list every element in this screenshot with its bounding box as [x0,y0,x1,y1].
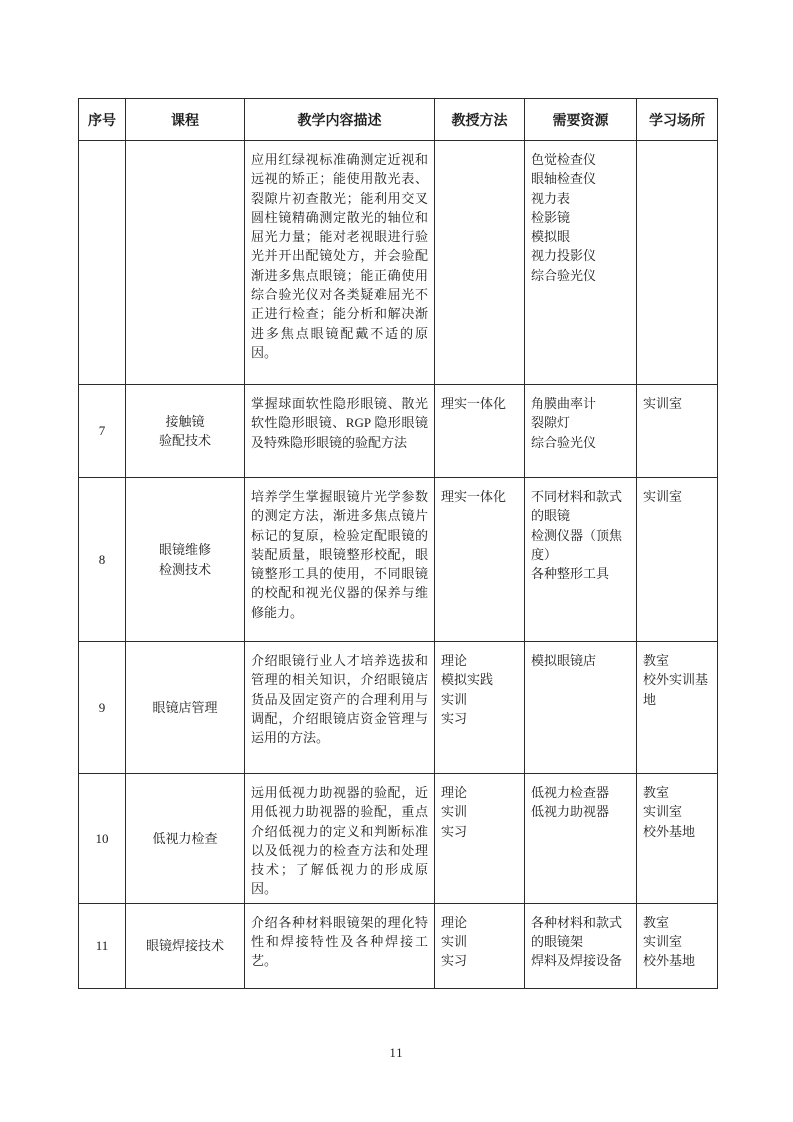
cell-methods [435,903,525,988]
header-cell: 课程 [126,99,245,141]
cell-methods [435,478,525,642]
cell-seq-number: 7 [79,385,126,478]
cell-line: 角膜曲率计 [531,396,597,411]
cell-line: 不同材料和款式的眼镜 [531,489,623,524]
cell-line: 综合验光仪 [531,267,597,283]
cell-line: 理论 [441,653,468,668]
cell-line: 低视力检查器 [531,785,610,800]
table-row [79,903,718,988]
cell-description: 掌握球面软性隐形眼镜、散光软性隐形眼镜、RGP 隐形眼镜及特殊隐形眼镜的验配方法 [245,385,435,478]
cell-seq-number: 8 [79,478,126,642]
cell-places [637,478,718,642]
table-row [79,774,718,904]
cell-line: 理实一体化 [441,489,507,504]
header-cell: 教学内容描述 [245,99,435,141]
cell-line: 模拟眼 [531,229,571,245]
cell-line: 检影镜 [531,209,571,225]
cell-line: 校外基地 [643,823,696,839]
header-cell: 需要资源 [525,99,637,141]
cell-resources [525,642,637,774]
cell-description: 介绍各种材料眼镜架的理化特性和焊接特性及各种焊接工艺。 [245,903,435,988]
cell-methods [435,642,525,774]
course-table [78,98,718,989]
cell-line: 实训室 [643,396,683,411]
cell-line: 验配技术 [158,433,211,448]
cell-line: 视力表 [531,190,571,206]
cell-course-name [126,774,245,904]
cell-seq-number [79,141,126,385]
cell-course-name [126,903,245,988]
cell-line: 实习 [441,710,468,726]
table-row [79,141,718,385]
table-row [79,478,718,642]
cell-seq-number: 9 [79,642,126,774]
cell-places [637,903,718,988]
cell-seq-number: 11 [79,903,126,988]
table-row [79,385,718,478]
cell-line: 实训室 [643,804,683,820]
cell-line: 教室 [643,653,670,668]
cell-course-name [126,385,245,478]
cell-line: 理论 [441,914,468,930]
cell-line: 实训 [441,804,468,820]
header-cell: 序号 [79,99,126,141]
cell-resources [525,141,637,385]
cell-line: 眼轴检查仪 [531,171,597,187]
cell-line: 低视力助视器 [531,804,610,820]
cell-course-name [126,478,245,642]
cell-places [637,642,718,774]
cell-line: 实训 [441,934,468,950]
header-cell: 教授方法 [435,99,525,141]
cell-description: 介绍眼镜行业人才培养选拔和管理的相关知识，介绍眼镜店货品及固定资产的合理利用与调配，介绍眼镜店资金管理与运用的方法。 [245,642,435,774]
cell-line: 各种材料和款式的眼镜架 [531,914,623,950]
cell-line: 焊料及焊接设备 [531,953,623,969]
cell-line: 色觉检查仪 [531,152,597,167]
cell-line: 模拟实践 [441,672,494,688]
cell-places [637,141,718,385]
cell-methods [435,141,525,385]
table-row [79,642,718,774]
cell-resources [525,385,637,478]
cell-resources [525,478,637,642]
table-header-row [79,99,718,141]
cell-line: 检测技术 [158,561,211,577]
cell-line: 教室 [643,914,670,930]
cell-resources [525,774,637,904]
cell-line: 眼镜店管理 [152,699,218,715]
cell-description: 远用低视力助视器的验配，近用低视力助视器的验配，重点介绍低视力的定义和判断标准以及低视力的检查方法和处理技术；了解低视力的形成原因。 [245,774,435,904]
table-body [79,141,718,989]
cell-resources [525,903,637,988]
cell-line: 眼镜焊接技术 [145,938,224,954]
cell-places [637,385,718,478]
cell-line: 视力投影仪 [531,248,597,264]
page-number: 11 [389,1046,404,1060]
cell-course-name [126,642,245,774]
cell-line: 检测仪器（顶焦度） [531,527,623,562]
cell-description: 培养学生掌握眼镜片光学参数的测定方法，渐进多焦点镜片标记的复原，检验定配眼镜的装配质量，眼镜整形校配，眼镜整形工具的使用，不同眼镜的校配和视光仪器的保养与维修能力。 [245,478,435,642]
cell-course-name [126,141,245,385]
cell-description: 应用红绿视标准确测定近视和远视的矫正；能使用散光表、裂隙片初查散光；能利用交叉圆柱镜精确测定散光的轴位和屈光力量；能对老视眼进行验光并开出配镜处方，并会验配渐进多焦点眼镜；能正确使用综合验光仪对各类疑难屈光不正进行检查；能分析和解决渐进多焦点眼镜配戴不适的原因。 [245,141,435,385]
cell-line: 各种整形工具 [531,566,610,582]
cell-line: 校外基地 [643,953,696,969]
cell-line: 实训室 [643,489,683,504]
cell-line: 实训 [441,691,468,707]
cell-line: 校外实训基地 [643,672,709,707]
cell-line: 综合验光仪 [531,434,597,450]
cell-places [637,774,718,904]
cell-line: 实习 [441,823,468,839]
cell-methods [435,774,525,904]
cell-line: 实习 [441,953,468,969]
cell-line: 教室 [643,785,670,800]
cell-seq-number: 10 [79,774,126,904]
header-cell: 学习场所 [637,99,718,141]
cell-line: 裂隙灯 [531,415,571,431]
cell-line: 实训室 [643,934,683,950]
cell-line: 理实一体化 [441,396,507,411]
cell-methods [435,385,525,478]
cell-line: 理论 [441,785,468,800]
cell-line: 接触镜 [165,413,205,429]
cell-line: 低视力检查 [152,830,218,846]
cell-line: 模拟眼镜店 [531,653,597,668]
table-header [79,99,718,141]
cell-line: 眼镜维修 [158,542,211,558]
